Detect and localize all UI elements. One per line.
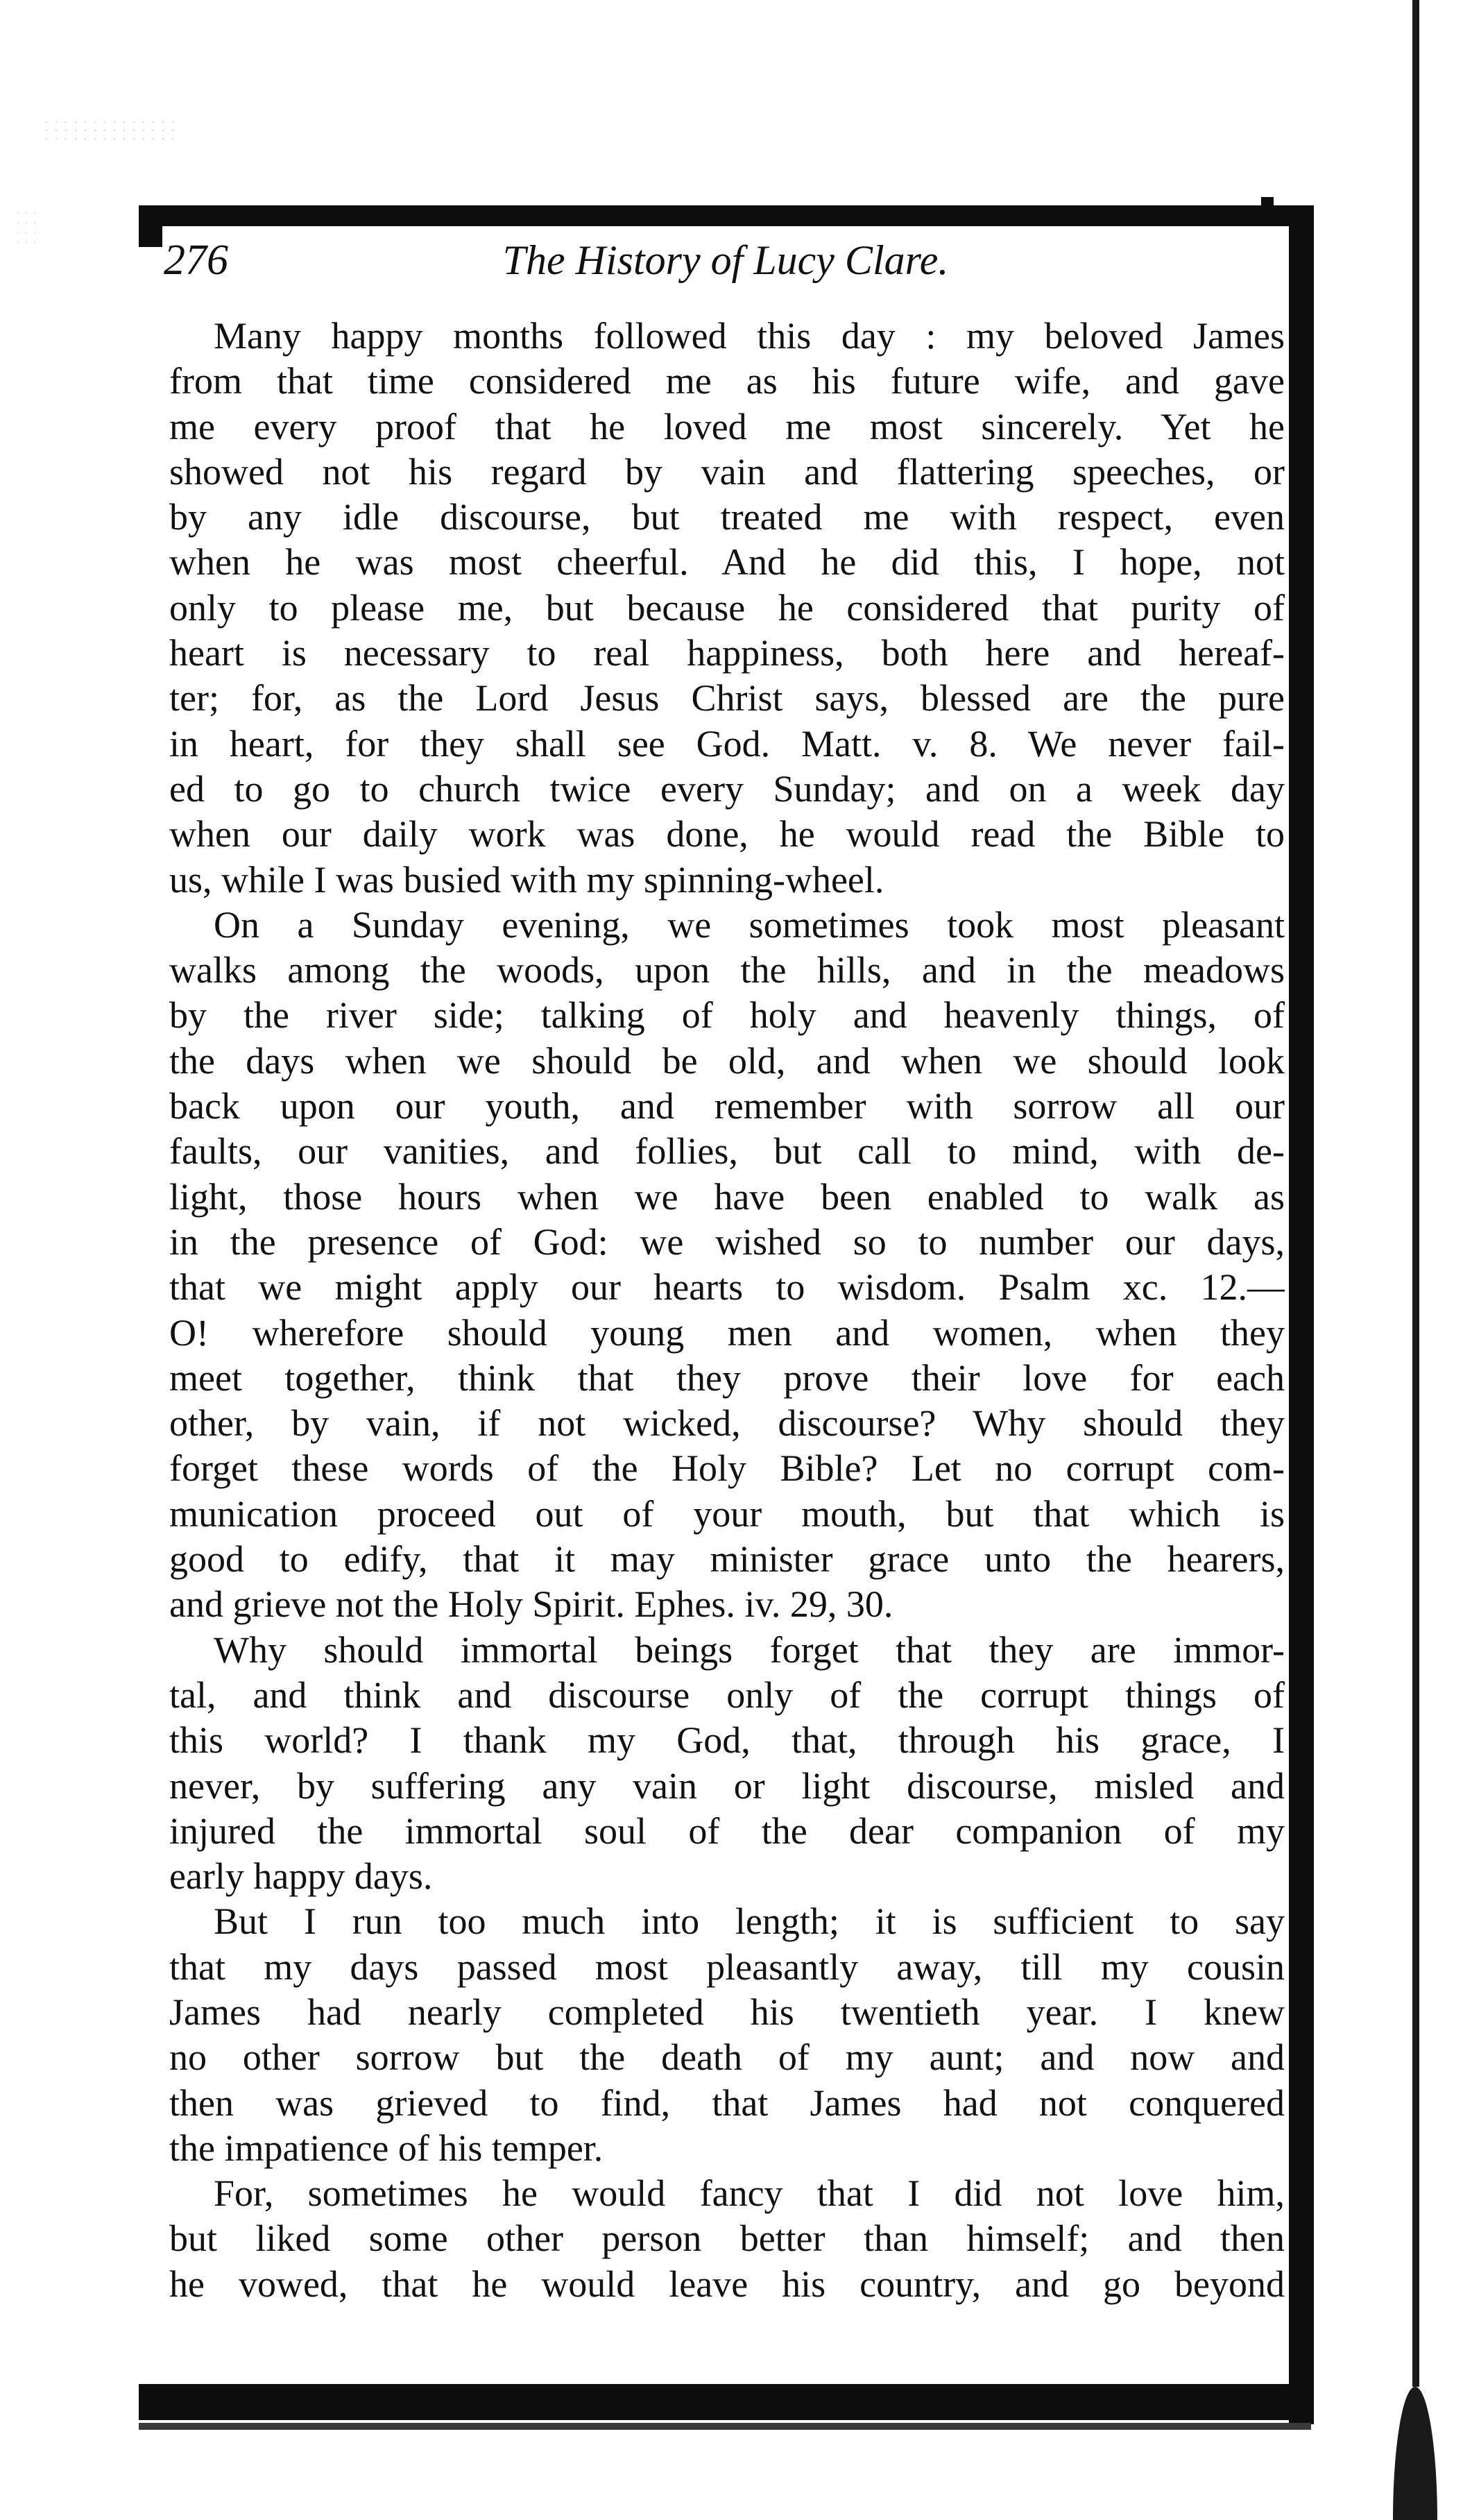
page-number: 276 [164,237,228,284]
text-line: the days when we should be old, and when we should look [169,1039,1285,1082]
text-line: O! wherefore should young men and women, when they [169,1311,1285,1354]
text-line: munication proceed out of your mouth, but that which is [169,1492,1285,1535]
text-line: Why should immortal beings forget that they are immor- [214,1628,1285,1671]
text-line: the impatience of his temper. [169,2127,604,2169]
text-line: heart is necessary to real happiness, both here and hereaf- [169,632,1285,674]
page-edge-shadow [1412,0,1419,2387]
text-line: that we might apply our hearts to wisdom. Psalm xc. 12.— [169,1266,1285,1309]
text-line: tal, and think and discourse only of the corrupt things of [169,1674,1285,1716]
page-edge-shadow-foot [1393,2387,1437,2520]
body-text [169,314,1285,2307]
page-header [164,229,1287,298]
text-line: that my days passed most pleasantly away, till my cousin [169,1946,1285,1988]
text-line: meet together, think that they prove their love for each [169,1356,1285,1399]
text-line: ter; for, as the Lord Jesus Christ says, blessed are the pure [169,677,1285,720]
scan-border-bottom [139,2384,1314,2420]
text-line: when he was most cheerful. And he did this, I hope, not [169,541,1285,584]
text-line: early happy days. [169,1855,433,1898]
scan-speckle [14,208,42,250]
text-line: then was grieved to find, that James had not conquered [169,2081,1285,2124]
text-line: walks among the woods, upon the hills, and in the meadows [169,949,1285,991]
text-line: when our daily work was done, he would read the Bible to [169,813,1285,855]
text-line: only to please me, but because he considered that purity of [169,586,1285,629]
text-line: On a Sunday evening, we sometimes took most pleasant [214,903,1285,946]
text-line: light, those hours when we have been enabled to walk as [169,1175,1285,1218]
text-line: and grieve not the Holy Spirit. Ephes. iv. 29, 30. [169,1583,893,1626]
text-line: this world? I thank my God, that, through his grace, I [169,1719,1285,1762]
scan-speckle [42,118,180,146]
text-line: back upon our youth, and remember with sorrow all our [169,1085,1285,1127]
scan-border-top [139,205,1311,226]
text-line: James had nearly completed his twentieth year. I knew [169,1991,1285,2033]
text-line: Many happy months followed this day : my beloved James [214,315,1285,357]
text-line: us, while I was busied with my spinning-wheel. [169,858,884,901]
scan-border-right [1289,205,1314,2424]
text-line: but liked some other person better than himself; and then [169,2217,1285,2260]
text-line: ed to go to church twice every Sunday; and on a week day [169,767,1285,810]
text-line: from that time considered me as his future wife, and gave [169,360,1285,402]
text-line: faults, our vanities, and follies, but call to mind, with de- [169,1130,1285,1173]
text-line: in heart, for they shall see God. Matt. v. 8. We never fail- [169,722,1285,765]
text-line: me every proof that he loved me most sincerely. Yet he [169,405,1285,448]
text-line: other, by vain, if not wicked, discourse? Why should they [169,1402,1285,1445]
scan-border-bottom-shadow [139,2423,1311,2430]
text-line: good to edify, that it may minister grace unto the hearers, [169,1538,1285,1581]
text-line: by any idle discourse, but treated me with respect, even [169,496,1285,538]
scan-border-mark [1261,197,1274,207]
text-line: in the presence of God: we wished so to number our days, [169,1220,1285,1263]
text-line: no other sorrow but the death of my aunt; and now and [169,2036,1285,2079]
text-line: But I run too much into length; it is sufficient to say [214,1900,1285,1943]
text-line: injured the immortal soul of the dear companion of my [169,1810,1285,1852]
running-head: The History of Lucy Clare. [502,237,949,283]
text-line: forget these words of the Holy Bible? Let no corrupt com- [169,1447,1285,1490]
text-line: showed not his regard by vain and flattering speeches, or [169,450,1285,493]
text-line: he vowed, that he would leave his country, and go beyond [169,2263,1285,2305]
text-line: never, by suffering any vain or light discourse, misled and [169,1764,1285,1807]
text-line: For, sometimes he would fancy that I did not love him, [214,2172,1285,2215]
scan-border-left [139,205,162,247]
text-line: by the river side; talking of holy and heavenly things, of [169,994,1285,1037]
